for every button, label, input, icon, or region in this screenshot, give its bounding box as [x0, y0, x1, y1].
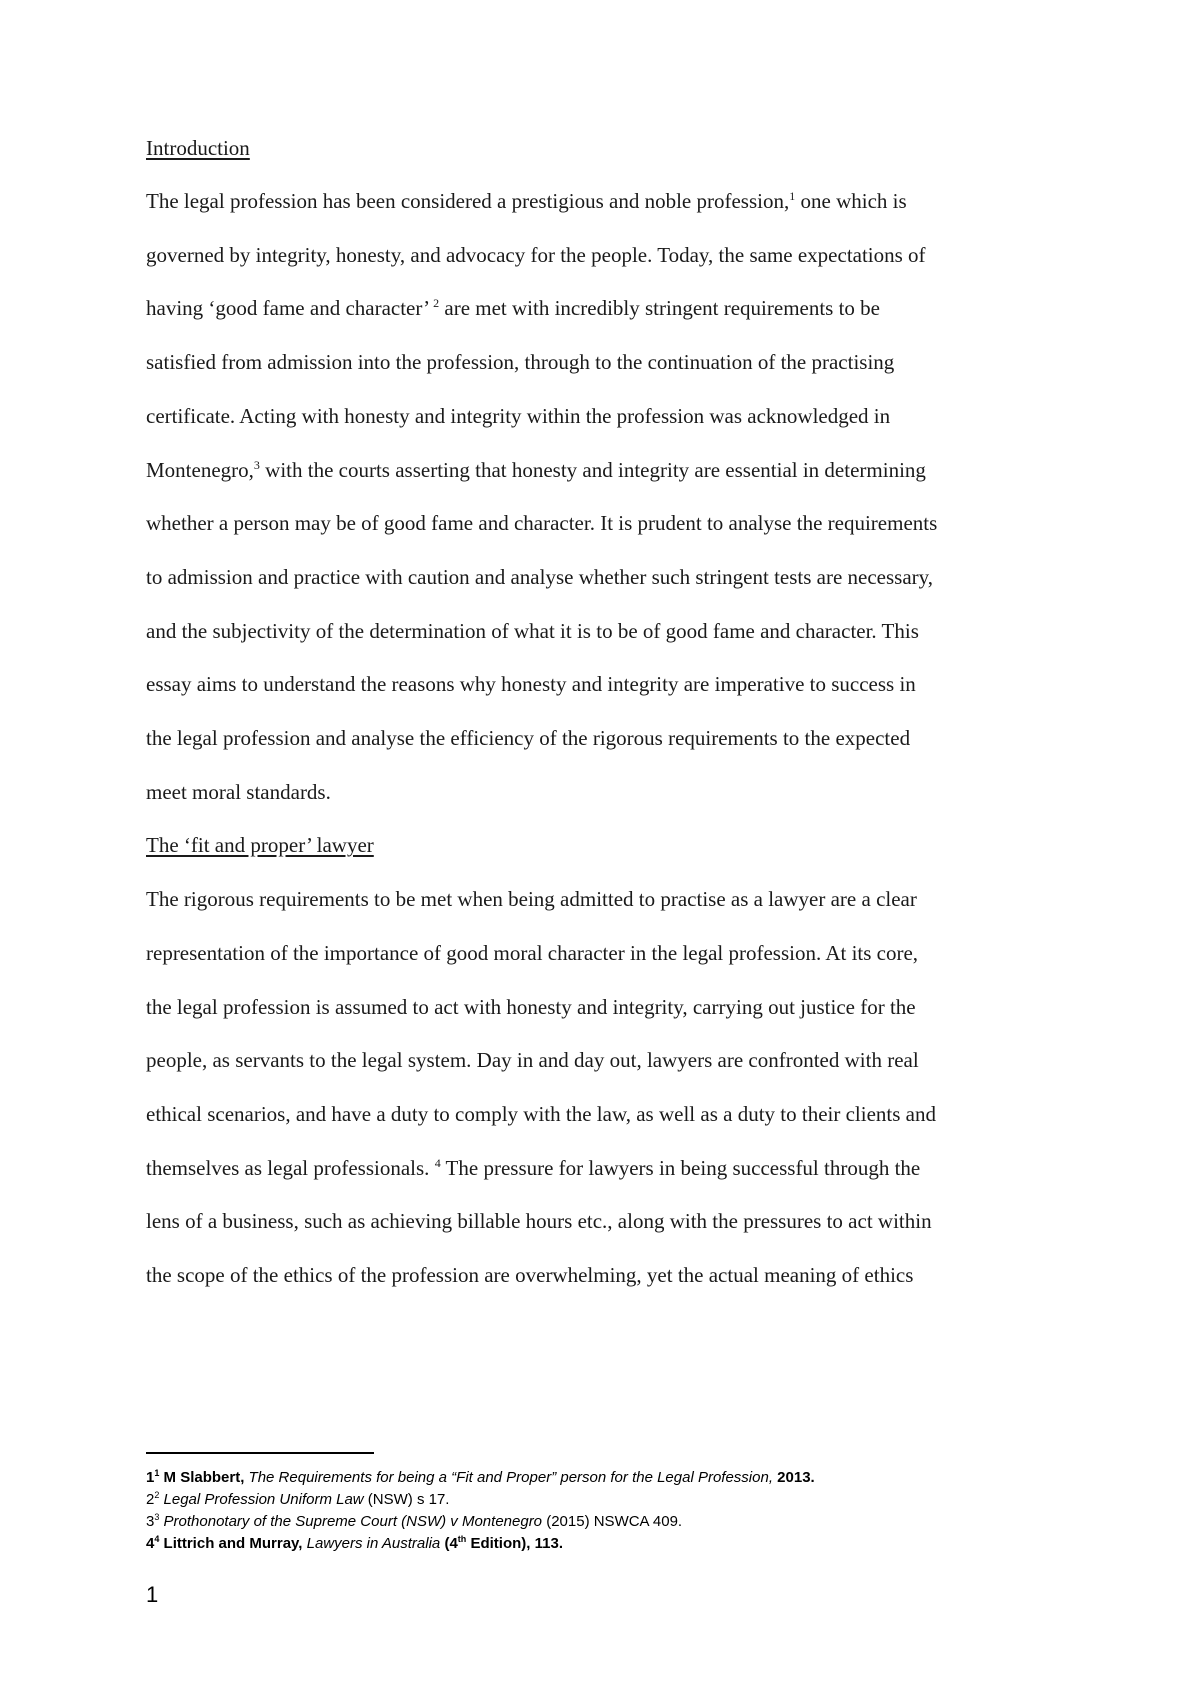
page-number: 1	[146, 1582, 159, 1607]
footnote-1: $1^1$ M Slabbert, The Requirements for being a “Fit and Proper” person for the Legal Profession, 2013.	[146, 1468, 815, 1486]
paragraph-line: governed by integrity, honesty, and advocacy for the people. Today, the same expectations of	[146, 243, 926, 267]
footnote-3: $3^3$ Prothonotary of the Supreme Court (NSW) v Montenegro (2015) NSWCA 409.	[146, 1512, 683, 1530]
paragraph-line: people, as servants to the legal system. Day in and day out, lawyers are confronted with real	[146, 1048, 919, 1072]
footnote-ref: 2	[430, 296, 440, 310]
paragraph-line: the legal profession is assumed to act with honesty and integrity, carrying out justice for the	[146, 995, 916, 1019]
paragraph-line: to admission and practice with caution and analyse whether such stringent tests are necessary,	[146, 565, 934, 589]
paragraph-line: and the subjectivity of the determination of what it is to be of good fame and character. This	[146, 619, 919, 643]
footnote-4: $4^4$ Littrich and Murray, Lawyers in Australia (4th Edition), 113.	[146, 1534, 563, 1552]
paragraph-line: representation of the importance of good moral character in the legal profession. At its core,	[146, 941, 919, 965]
paragraph-line: meet moral standards.	[146, 780, 331, 804]
paragraph-line: the scope of the ethics of the profession are overwhelming, yet the actual meaning of ethics	[146, 1263, 914, 1287]
paragraph-line: ethical scenarios, and have a duty to comply with the law, as well as a duty to their clients and	[146, 1102, 936, 1126]
paragraph-line: whether a person may be of good fame and character. It is prudent to analyse the requirements	[146, 511, 938, 535]
paragraph-line: lens of a business, such as achieving billable hours etc., along with the pressures to act within	[146, 1209, 932, 1233]
footnote-2: $2^2$ Legal Profession Uniform Law (NSW) s 17.	[146, 1490, 450, 1508]
footnote-ref: 3	[253, 458, 260, 472]
footnote-separator	[146, 1452, 374, 1454]
paragraph-line: satisfied from admission into the profession, through to the continuation of the practising	[146, 350, 895, 374]
paragraph-line: The legal profession has been considered a prestigious and noble profession,$^1$ one which is	[146, 189, 907, 213]
paragraph-line: Montenegro,$^3$ with the courts asserting that honesty and integrity are essential in determining	[146, 458, 926, 482]
footnote-ref: 1	[789, 189, 796, 203]
paragraph-line: having ‘good fame and character’ $^2$ are met with incredibly stringent requirements to be	[146, 296, 881, 320]
paragraph-line: The rigorous requirements to be met when being admitted to practise as a lawyer are a clear	[146, 887, 917, 911]
paragraph-line: essay aims to understand the reasons why honesty and integrity are imperative to success in	[146, 672, 916, 696]
footnote-ref: 4	[434, 1156, 441, 1170]
paragraph-line: themselves as legal professionals. $^4$ The pressure for lawyers in being successful through the	[146, 1156, 921, 1180]
paragraph-line: the legal profession and analyse the efficiency of the rigorous requirements to the expected	[146, 726, 911, 750]
heading-fit-and-proper: The ‘fit and proper’ lawyer	[146, 833, 374, 857]
paragraph-line: certificate. Acting with honesty and integrity within the profession was acknowledged in	[146, 404, 891, 428]
heading-introduction: Introduction	[146, 136, 250, 160]
